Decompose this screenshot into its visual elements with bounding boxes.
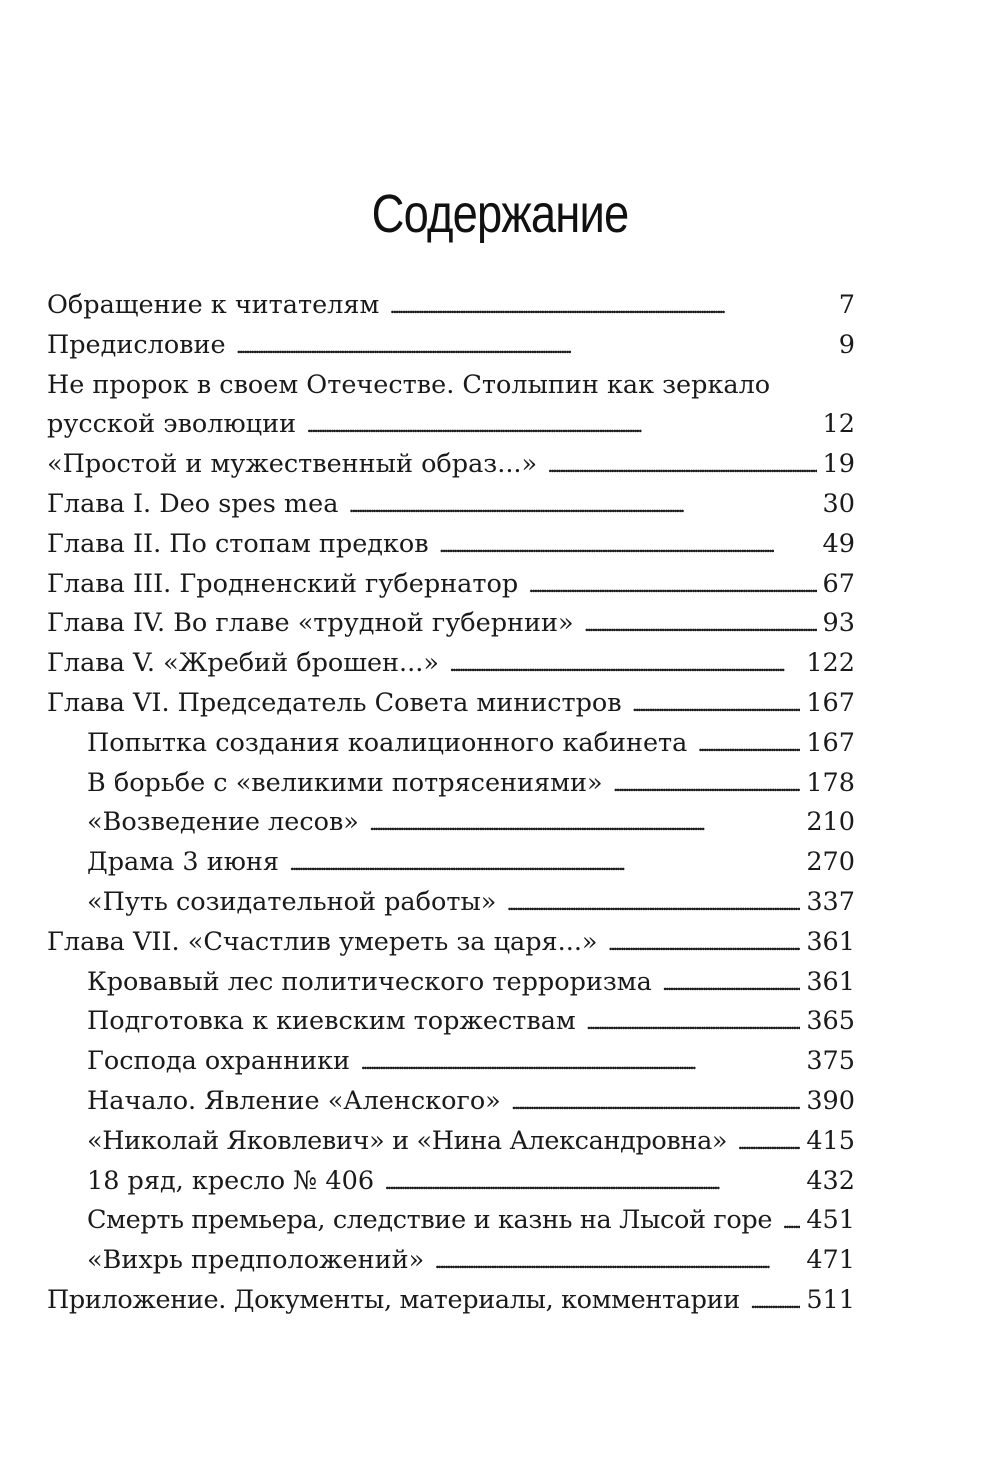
toc-entry[interactable] [47,644,855,684]
toc-entry-title-continued: русской эволюции [47,409,297,440]
dot-leader [348,485,816,526]
toc-entry-page: 270 [806,847,855,878]
toc-entry-page: 375 [806,1046,855,1077]
toc-subentry[interactable] [47,1201,855,1241]
toc-entry[interactable] [47,1281,855,1321]
toc-subentry[interactable] [47,1002,855,1042]
table-of-contents [47,286,855,1321]
toc-entry[interactable] [47,604,855,644]
toc-entry-page: 415 [806,1125,855,1156]
toc-entry-title: Глава VII. «Счастлив умереть за царя...» [47,926,598,957]
toc-entry-title: Начало. Явление «Аленского» [87,1085,501,1116]
toc-subentry[interactable] [47,724,855,764]
toc-entry[interactable] [47,286,855,326]
toc-entry-page: 19 [822,449,855,480]
dot-leader [511,1082,801,1123]
dot-leader [528,565,816,606]
toc-entry-page: 361 [806,966,855,997]
toc-entry-page: 361 [806,926,855,957]
dot-leader [439,525,817,566]
toc-entry-title: Приложение. Документы, материалы, комментарии [47,1284,740,1315]
toc-entry-page: 451 [806,1205,855,1236]
toc-subentry[interactable] [47,1122,855,1162]
dot-leader [737,1122,800,1163]
toc-entry-title: Глава I. Deo spes mea [47,488,339,519]
dot-leader [632,684,801,725]
toc-entry-title: В борьбе с «великими потрясениями» [87,767,603,798]
toc-subentry[interactable] [47,883,855,923]
toc-subentry[interactable] [47,803,855,843]
dot-leader [662,963,800,1004]
toc-subentry[interactable] [47,1042,855,1082]
toc-entry-title: Глава II. По стопам предков [47,528,429,559]
toc-entry-title: Предисловие [47,329,226,360]
toc-entry-title: «Возведение лесов» [87,807,359,838]
toc-entry-title: Глава III. Гродненский губернатор [47,568,519,599]
toc-entry-title: Глава V. «Жребий брошен...» [47,648,439,679]
dot-leader [289,843,800,884]
toc-entry-page: 337 [806,886,855,917]
dot-leader [434,1241,800,1282]
dot-leader [697,724,800,765]
toc-subentry[interactable] [47,764,855,804]
toc-entry-title: Кровавый лес политического терроризма [87,966,652,997]
toc-entry-title: Обращение к читателям [47,290,380,320]
toc-entry-title: Попытка создания коалиционного кабинета [87,727,688,758]
toc-entry-page: 432 [806,1165,855,1196]
dot-leader [369,803,800,844]
toc-subentry[interactable] [47,1162,855,1202]
toc-entry-page: 178 [806,767,855,798]
dot-leader [384,1162,800,1203]
toc-subentry[interactable] [47,1082,855,1122]
toc-subentry[interactable] [47,1241,855,1281]
toc-entry[interactable] [47,923,855,963]
toc-entry-page: 7 [838,290,855,320]
toc-entry-title: «Николай Яковлевич» и «Нина Александровна» [87,1125,728,1156]
toc-entry-title: Не пророк в своем Отечестве. Столыпин как зеркало [47,369,771,400]
toc-entry-title: Подготовка к киевским торжествам [87,1006,576,1037]
toc-entry-page: 67 [822,568,855,599]
toc-entry-title: Драма 3 июня [87,847,280,878]
dot-leader [360,1042,800,1083]
toc-entry[interactable] [47,326,855,366]
toc-entry-page: 210 [806,807,855,838]
toc-entry-page: 390 [806,1085,855,1116]
dot-leader [306,405,816,446]
dot-leader [449,644,800,685]
toc-entry-title: «Простой и мужественный образ...» [47,449,538,480]
toc-subentry[interactable] [47,963,855,1003]
toc-entry-page: 122 [806,648,855,679]
toc-entry[interactable] [47,525,855,565]
toc-entry-page: 511 [806,1284,855,1315]
toc-entry-first-line[interactable] [47,366,855,406]
toc-entry-title: «Вихрь предположений» [87,1245,425,1276]
dot-leader [750,1281,800,1322]
dot-leader [506,883,800,924]
toc-entry-page: 9 [838,329,855,360]
toc-entry-title: Господа охранники [87,1046,351,1077]
toc-entry-page: 49 [822,528,855,559]
toc-entry-page: 93 [822,608,855,639]
dot-leader [236,326,833,367]
dot-leader [547,445,816,486]
toc-entry[interactable] [47,565,855,605]
toc-entry-title: Смерть премьера, следствие и казнь на Лысой горе [87,1205,773,1236]
toc-entry[interactable] [47,684,855,724]
toc-entry-page: 167 [806,687,855,718]
toc-entry[interactable] [47,405,855,445]
page-title: Содержание [371,184,629,244]
toc-entry-page: 365 [806,1006,855,1037]
toc-entry-title: 18 ряд, кресло № 406 [87,1165,375,1196]
toc-entry-title: Глава IV. Во главе «трудной губернии» [47,608,574,639]
dot-leader [586,1002,801,1043]
dot-leader [389,286,832,327]
toc-entry-page: 471 [806,1245,855,1276]
dot-leader [613,764,801,805]
dot-leader [608,923,801,964]
toc-entry-page: 30 [822,488,855,519]
toc-entry-page: 167 [806,727,855,758]
toc-entry[interactable] [47,445,855,485]
toc-entry-page: 12 [822,409,855,440]
dot-leader [782,1201,800,1242]
dot-leader [584,604,817,645]
toc-entry-title: Глава VI. Председатель Совета министров [47,687,622,718]
toc-entry[interactable] [47,485,855,525]
toc-subentry[interactable] [47,843,855,883]
toc-entry-title: «Путь созидательной работы» [87,886,497,917]
